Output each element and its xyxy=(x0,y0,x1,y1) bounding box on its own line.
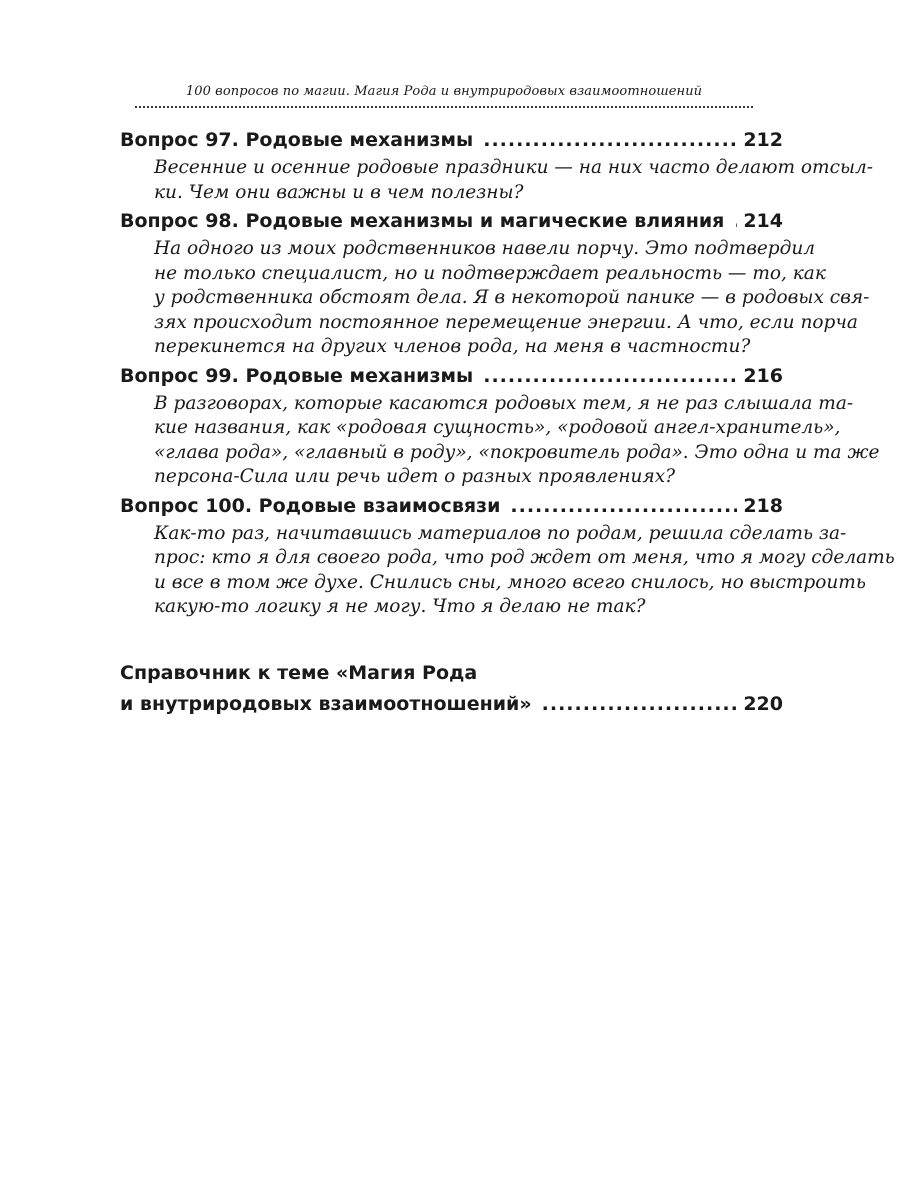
dot-leader xyxy=(542,688,738,720)
question-line: Как-то раз, начитавшись материалов по родам, решила сделать за- xyxy=(154,522,847,544)
toc-entry-98 xyxy=(120,205,870,360)
reference-title-line-2: и внутриродовых взаимоотношений» xyxy=(120,692,532,715)
toc-entry-question xyxy=(154,392,880,490)
question-line: Весенние и осенние родовые праздники — на них часто делают отсыл- xyxy=(154,157,874,178)
dot-leader xyxy=(483,124,737,156)
question-line: В разговорах, которые касаются родовых тем, я не раз слышала та- xyxy=(154,392,854,414)
dot-leader xyxy=(483,360,737,392)
reference-title-line-1[interactable]: Справочник к теме «Магия Рода xyxy=(120,661,478,684)
toc-entry-99 xyxy=(120,360,880,490)
toc-entry-page-number: 212 xyxy=(743,129,783,151)
toc-entry-page-number: 218 xyxy=(743,494,783,517)
table-of-contents xyxy=(120,124,895,720)
toc-entry-page-number: 220 xyxy=(743,692,783,715)
toc-entry-title: Вопрос 98. Родовые механизмы и магические влияния xyxy=(120,210,725,232)
question-line: прос: кто я для своего рода, что род ждет от меня, что я могу сделать xyxy=(154,547,895,568)
toc-entry-97 xyxy=(120,124,874,205)
question-line: «глава рода», «главный в роду», «покровитель рода». Это одна и та же xyxy=(154,441,880,463)
question-line: зях происходит постоянное перемещение энергии. А что, если порча xyxy=(154,311,858,333)
toc-entry-title: Вопрос 97. Родовые механизмы xyxy=(120,129,474,151)
toc-entry-question xyxy=(154,156,874,205)
toc-entry-title: Вопрос 99. Родовые механизмы xyxy=(120,364,474,387)
question-line: кие названия, как «родовая сущность», «родовой ангел-хранитель», xyxy=(154,417,841,438)
question-line: какую-то логику я не могу. Что я делаю не так? xyxy=(154,596,646,617)
question-line: ки. Чем они важны и в чем полезны? xyxy=(154,181,524,203)
toc-entry-page-number: 214 xyxy=(743,210,783,232)
toc-entry-page-number: 216 xyxy=(743,364,783,387)
running-header: 100 вопросов по магии. Магия Рода и внутриродовых взаимоотношений xyxy=(185,84,703,99)
toc-entry-title-row[interactable] xyxy=(120,688,783,720)
question-line: не только специалист, но и подтверждает реальность — то, как xyxy=(154,262,826,284)
header-dotted-rule xyxy=(135,106,753,108)
question-line: перекинется на других членов рода, на меня в частности? xyxy=(154,336,751,357)
toc-entry-title-row[interactable] xyxy=(120,490,783,522)
toc-entry-title: Вопрос 100. Родовые взаимосвязи xyxy=(120,494,501,517)
toc-entry-question xyxy=(154,237,870,360)
toc-entry-title-row[interactable] xyxy=(120,124,783,156)
dot-leader xyxy=(510,490,737,522)
section-spacer xyxy=(120,620,783,658)
dot-leader xyxy=(734,205,737,237)
toc-entry-title-row[interactable] xyxy=(120,360,783,392)
toc-entry-title-row[interactable] xyxy=(120,205,783,237)
toc-entry-question xyxy=(154,522,895,620)
toc-entry-100 xyxy=(120,490,895,620)
question-line: персона-Сила или речь идет о разных проявлениях? xyxy=(154,466,676,487)
toc-entry-reference xyxy=(120,658,783,720)
question-line: На одного из моих родственников навели порчу. Это подтвердил xyxy=(154,238,816,259)
question-line: у родственника обстоят дела. Я в некоторой панике — в родовых свя- xyxy=(154,287,870,308)
question-line: и все в том же духе. Снились сны, много всего снилось, но выстроить xyxy=(154,571,866,593)
